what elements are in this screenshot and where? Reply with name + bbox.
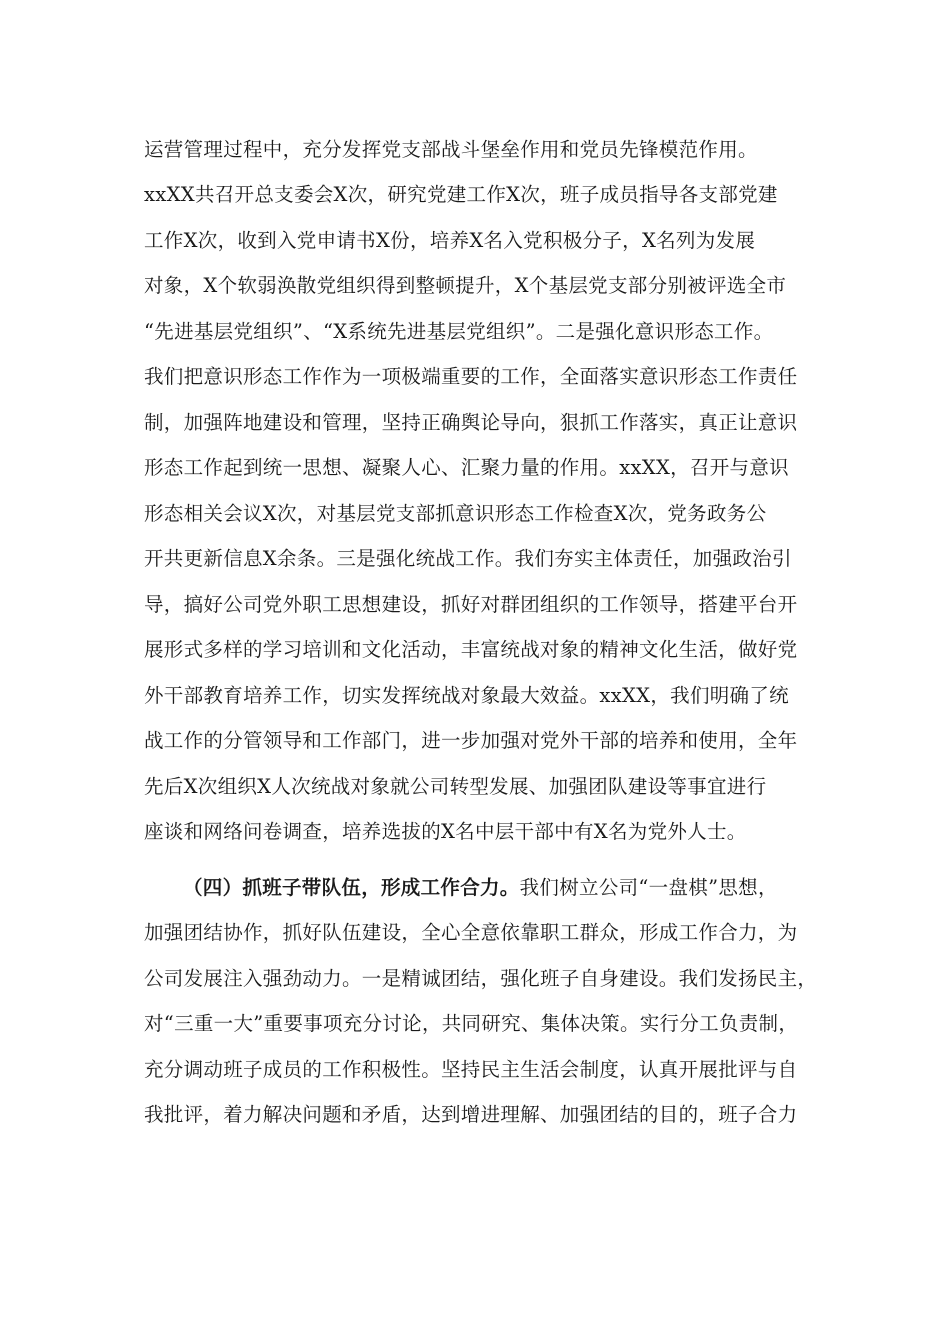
text-line: 展形式多样的学习培训和文化活动，丰富统战对象的精神文化生活，做好党: [144, 638, 798, 661]
paragraph-first-line: [183, 872, 824, 904]
text-line: 开共更新信息X余条。三是强化统战工作。我们夯实主体责任，加强政治引: [144, 547, 792, 570]
text-line: 外干部教育培养工作，切实发挥统战对象最大效益。xxXX，我们明确了统: [144, 684, 789, 707]
text-line: 加强团结协作，抓好队伍建设，全心全意依靠职工群众，形成工作合力，为: [144, 921, 798, 944]
text-line: 对象，X个软弱涣散党组织得到整顿提升，X个基层党支部分别被评选全市: [144, 274, 787, 297]
text-line: 公司发展注入强劲动力。一是精诚团结，强化班子自身建设。我们发扬民主，: [144, 967, 818, 990]
text-line: 工作X次，收到入党申请书X份，培养X名入党积极分子，X名列为发展: [144, 229, 756, 252]
text-line: 形态工作起到统一思想、凝聚人心、汇聚力量的作用。xxXX，召开与意识: [144, 456, 789, 479]
text-line: 充分调动班子成员的工作积极性。坚持民主生活会制度，认真开展批评与自: [144, 1058, 798, 1081]
text-line: 形态相关会议X次，对基层党支部抓意识形态工作检查X次，党务政务公: [144, 502, 767, 525]
text-line: 先后X次组织X人次统战对象就公司转型发展、加强团队建设等事宜进行: [144, 775, 767, 798]
text-line: xxXX共召开总支委会X次，研究党建工作X次，班子成员指导各支部党建: [144, 183, 778, 206]
text-run: 我们树立公司“一盘棋”思想，: [519, 876, 778, 899]
text-line: 战工作的分管领导和工作部门，进一步加强对党外干部的培养和使用，全年: [144, 729, 798, 752]
text-line: 我们把意识形态工作作为一项极端重要的工作，全面落实意识形态工作责任: [144, 365, 798, 388]
text-line: 导，搞好公司党外职工思想建设，抓好对群团组织的工作领导，搭建平台开: [144, 593, 798, 616]
text-line: 制，加强阵地建设和管理，坚持正确舆论导向，狠抓工作落实，真正让意识: [144, 411, 798, 434]
text-line: 座谈和网络问卷调查，培养选拔的X名中层干部中有X名为党外人士。: [144, 820, 747, 843]
text-line: 我批评，着力解决问题和矛盾，达到增进理解、加强团结的目的，班子合力: [144, 1103, 798, 1126]
section-heading: （四）抓班子带队伍，形成工作合力。: [183, 876, 520, 899]
text-line: 运营管理过程中，充分发挥党支部战斗堡垒作用和党员先锋模范作用。: [144, 138, 758, 161]
text-line: 对“三重一大”重要事项充分讨论，共同研究、集体决策。实行分工负责制，: [144, 1012, 799, 1035]
text-line: “先进基层党组织”、“X系统先进基层党组织”。二是强化意识形态工作。: [144, 320, 774, 343]
